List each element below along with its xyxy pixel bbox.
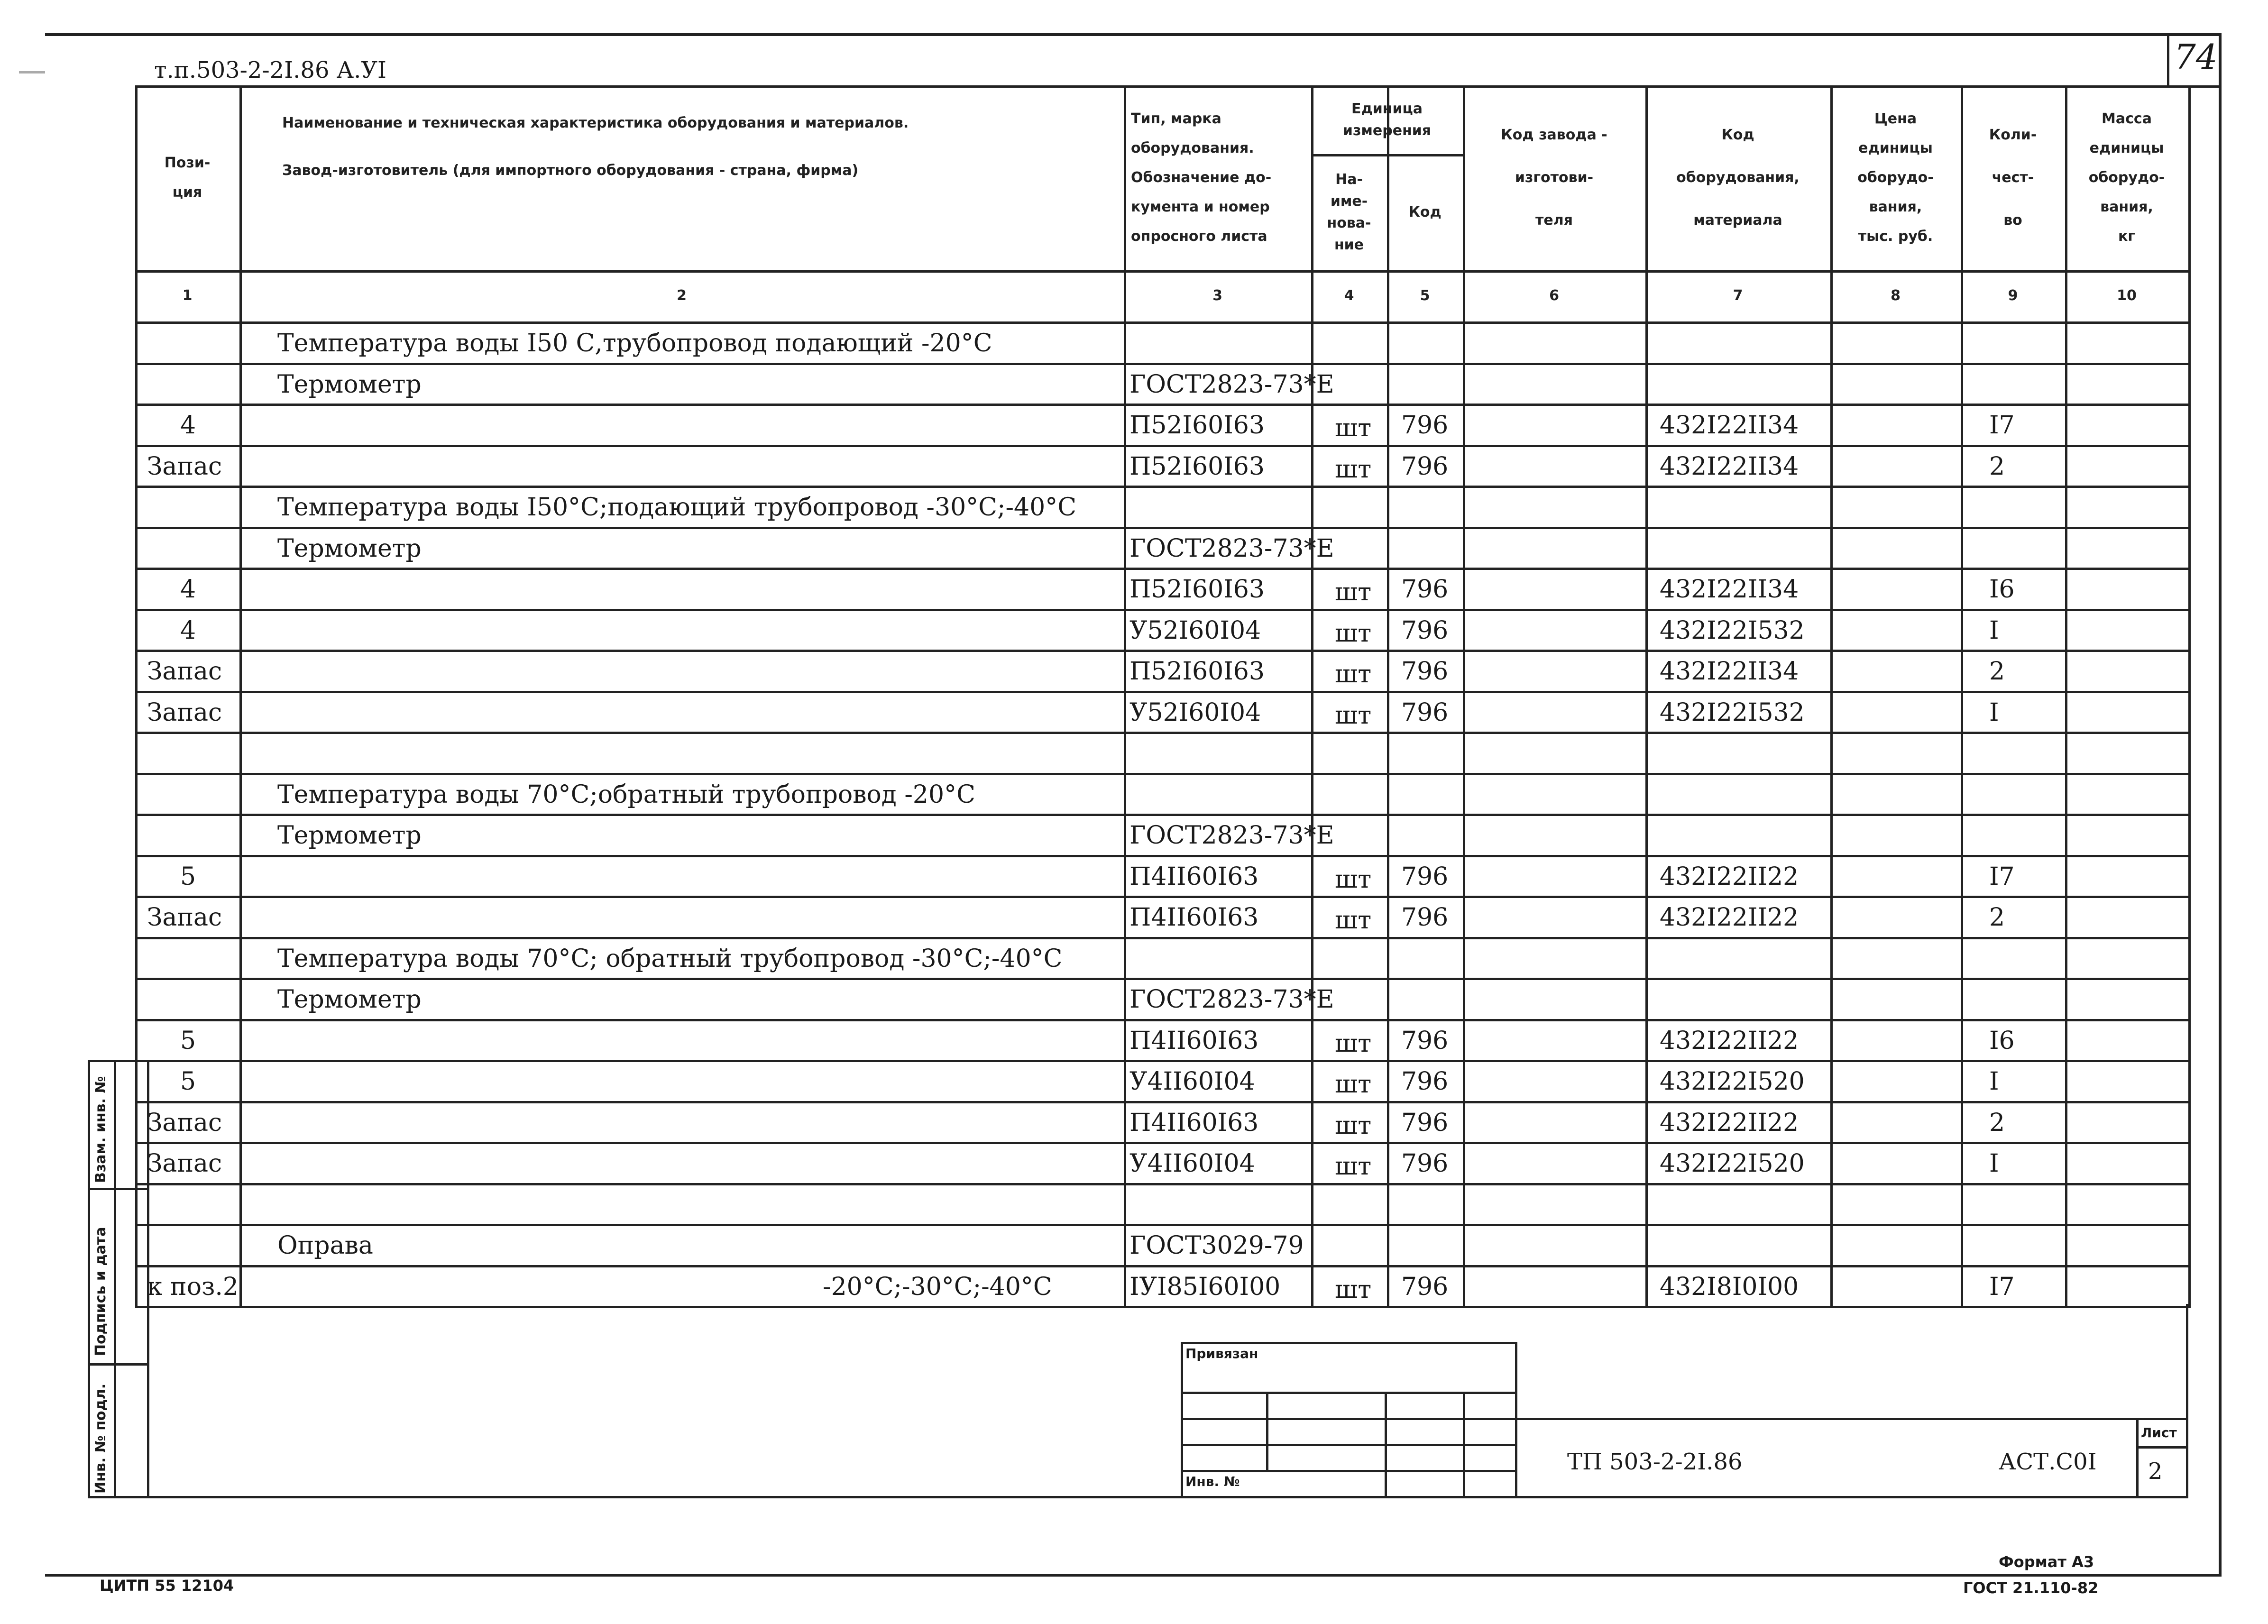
- header-col-number: 10: [2117, 287, 2137, 304]
- doc-code: т.п.503-2-2I.86 А.УI: [154, 57, 387, 83]
- header-type: Тип, марка оборудования. Обозначение до- кумента и номер опросного листа: [1131, 110, 1272, 245]
- cell-quantity: I7: [1989, 1272, 2015, 1301]
- cell-name: Термометр: [277, 534, 422, 563]
- row-line: [135, 445, 2191, 447]
- cell-name: Термометр: [277, 821, 422, 850]
- title-doc-code: ТП 503-2-2I.86: [1567, 1449, 1743, 1475]
- cell-unit-code: 796: [1401, 411, 1449, 440]
- cell-type: ГОСТ3029-79: [1129, 1231, 1304, 1260]
- row-line: [135, 568, 2191, 570]
- stamp-inv-no: Инв. №: [1185, 1474, 1240, 1489]
- header-col-number: 9: [2008, 287, 2018, 304]
- side-inv-label: Инв. № подл.: [92, 1383, 109, 1494]
- cell-unit-name: шт: [1335, 619, 1372, 648]
- row-line: [135, 1142, 2191, 1144]
- row-line: [135, 1060, 2191, 1062]
- cell-unit-code: 796: [1401, 1272, 1449, 1301]
- cell-unit-name: шт: [1335, 1275, 1372, 1304]
- header-unit-code: Код: [1408, 203, 1442, 220]
- stamp-privyazan: Привязан: [1185, 1346, 1258, 1361]
- header-mass: Масса единицы оборудо- вания, кг: [2088, 110, 2165, 245]
- cell-quantity: I7: [1989, 862, 2015, 891]
- header-col-number: 4: [1344, 287, 1354, 304]
- cell-position: 4: [180, 411, 196, 440]
- cell-unit-name: шт: [1335, 865, 1372, 894]
- cell-equipment-code: 432I22I520: [1660, 1067, 1805, 1096]
- header-quantity: Коли- чест- во: [1989, 127, 2037, 229]
- cell-unit-code: 796: [1401, 698, 1449, 727]
- row-line: [135, 650, 2191, 652]
- row-line: [135, 527, 2191, 529]
- body-bottom-line: [88, 1496, 2188, 1498]
- header-unit: Единица измерения: [1342, 100, 1432, 139]
- cell-unit-name: шт: [1335, 455, 1372, 484]
- cell-type: П4II60I63: [1129, 862, 1259, 891]
- cell-section-title: Температура воды I50 С,трубопровод подающий -20°С: [277, 329, 992, 358]
- cell-type: У4II60I04: [1129, 1067, 1255, 1096]
- header-col-number: 8: [1891, 287, 1901, 304]
- cell-unit-code: 796: [1401, 903, 1449, 932]
- header-equipment-code: Код оборудования, материала: [1676, 127, 1800, 229]
- cell-type: У4II60I04: [1129, 1149, 1255, 1178]
- row-line: [135, 896, 2191, 898]
- row-line: [135, 773, 2191, 775]
- header-name: Наименование и техническая характеристика оборудования и материалов. Завод-изготовитель (для импортного оборудования - страна, фирма): [282, 115, 909, 179]
- cell-name: -20°С;-30°С;-40°С: [823, 1272, 1052, 1301]
- cell-type: П4II60I63: [1129, 1108, 1259, 1137]
- cell-section-title: Температура воды 70°С; обратный трубопровод -30°С;-40°С: [277, 944, 1063, 973]
- cell-equipment-code: 432I22II22: [1660, 1026, 1799, 1055]
- row-line: [135, 855, 2191, 857]
- row-line: [135, 732, 2191, 734]
- cell-type: ГОСТ2823-73*Е: [1129, 985, 1334, 1014]
- cell-unit-code: 796: [1401, 575, 1449, 604]
- cell-equipment-code: 432I22II22: [1660, 862, 1799, 891]
- row-line: [135, 1183, 2191, 1185]
- cell-type: П4II60I63: [1129, 903, 1259, 932]
- cell-type: П52I60I63: [1129, 411, 1265, 440]
- header-unit-name: На- име- нова- ние: [1327, 171, 1371, 253]
- cell-unit-name: шт: [1335, 1070, 1372, 1099]
- header-col-number: 3: [1212, 287, 1222, 304]
- row-line: [135, 1265, 2191, 1267]
- cell-position: 5: [180, 1026, 196, 1055]
- cell-equipment-code: 432I22II34: [1660, 452, 1799, 481]
- cell-quantity: 2: [1989, 1108, 2005, 1137]
- cell-unit-code: 796: [1401, 1108, 1449, 1137]
- cell-position: Запас: [147, 698, 222, 727]
- column-line: [2188, 85, 2191, 1306]
- header-price: Цена единицы оборудо- вания, тыс. руб.: [1857, 110, 1934, 245]
- cell-unit-code: 796: [1401, 1149, 1449, 1178]
- row-line: [135, 1101, 2191, 1103]
- number-row-line: [135, 321, 2191, 324]
- cell-unit-name: шт: [1335, 1029, 1372, 1058]
- cell-quantity: 2: [1989, 657, 2005, 686]
- cell-position: Запас: [147, 1108, 222, 1137]
- cell-equipment-code: 432I22II22: [1660, 1108, 1799, 1137]
- cell-equipment-code: 432I22II22: [1660, 903, 1799, 932]
- row-line: [135, 404, 2191, 406]
- cell-equipment-code: 432I22I532: [1660, 616, 1805, 645]
- cell-type: У52I60I04: [1129, 698, 1261, 727]
- cell-section-title: Температура воды 70°С;обратный трубопровод -20°С: [277, 780, 975, 809]
- cell-quantity: I: [1989, 616, 1999, 645]
- cell-position: Запас: [147, 452, 222, 481]
- cell-unit-name: шт: [1335, 701, 1372, 730]
- cell-unit-code: 796: [1401, 862, 1449, 891]
- cell-quantity: 2: [1989, 903, 2005, 932]
- side-podpis-label: Подпись и дата: [92, 1227, 109, 1356]
- row-line: [135, 486, 2191, 488]
- column-line: [1124, 85, 1126, 1306]
- row-line: [135, 814, 2191, 816]
- row-line: [135, 978, 2191, 980]
- sheet-top-left-tick: [19, 71, 45, 73]
- cell-name: Термометр: [277, 985, 422, 1014]
- cell-quantity: I: [1989, 698, 1999, 727]
- cell-type: П52I60I63: [1129, 657, 1265, 686]
- header-factory-code: Код завода - изготови- теля: [1501, 127, 1607, 229]
- row-line: [135, 1224, 2191, 1226]
- column-line: [239, 85, 242, 1306]
- footer-format: Формат А3: [1999, 1553, 2094, 1571]
- header-col-number: 1: [182, 287, 193, 304]
- header-col-number: 6: [1549, 287, 1559, 304]
- cell-section-title: Температура воды I50°С;подающий трубопровод -30°С;-40°С: [277, 493, 1076, 522]
- cell-unit-name: шт: [1335, 578, 1372, 606]
- header-col-number: 2: [677, 287, 687, 304]
- row-line: [135, 937, 2191, 939]
- cell-quantity: I6: [1989, 1026, 2015, 1055]
- cell-name: Оправа: [277, 1231, 373, 1260]
- cell-quantity: 2: [1989, 452, 2005, 481]
- side-vzam-label: Взам. инв. №: [92, 1076, 109, 1183]
- row-line: [135, 1306, 2191, 1308]
- page-number-handwritten: 74: [2174, 37, 2218, 77]
- cell-equipment-code: 432I22I520: [1660, 1149, 1805, 1178]
- cell-name: Термометр: [277, 370, 422, 399]
- cell-type: П52I60I63: [1129, 575, 1265, 604]
- cell-position: 4: [180, 575, 196, 604]
- cell-quantity: I: [1989, 1067, 1999, 1096]
- footer-gost: ГОСТ 21.110-82: [1963, 1579, 2099, 1597]
- row-line: [135, 1019, 2191, 1021]
- cell-unit-name: шт: [1335, 906, 1372, 935]
- cell-type: П4II60I63: [1129, 1026, 1259, 1055]
- cell-type: ГОСТ2823-73*Е: [1129, 821, 1334, 850]
- cell-equipment-code: 432I8I0I00: [1660, 1272, 1799, 1301]
- cell-quantity: I6: [1989, 575, 2015, 604]
- cell-position: Запас: [147, 657, 222, 686]
- cell-equipment-code: 432I22II34: [1660, 657, 1799, 686]
- cell-position: Запас: [147, 903, 222, 932]
- cell-unit-code: 796: [1401, 657, 1449, 686]
- cell-unit-name: шт: [1335, 1152, 1372, 1181]
- cell-quantity: I: [1989, 1149, 1999, 1178]
- cell-position: 4: [180, 616, 196, 645]
- header-col-number: 7: [1733, 287, 1743, 304]
- cell-quantity: I7: [1989, 411, 2015, 440]
- cell-equipment-code: 432I22II34: [1660, 411, 1799, 440]
- cell-unit-code: 796: [1401, 1026, 1449, 1055]
- footer-left-code: ЦИТП 55 12104: [100, 1577, 234, 1595]
- title-block-top: [1517, 1418, 2188, 1420]
- list-label: Лист: [2141, 1425, 2177, 1440]
- cell-position: 5: [180, 862, 196, 891]
- header-col-number: 5: [1420, 287, 1430, 304]
- cell-equipment-code: 432I22I532: [1660, 698, 1805, 727]
- cell-position: Запас: [147, 1149, 222, 1178]
- cell-unit-code: 796: [1401, 452, 1449, 481]
- title-sheet-code: АСТ.С0I: [1999, 1449, 2097, 1475]
- cell-position: к поз.2: [147, 1272, 239, 1301]
- row-line: [135, 691, 2191, 693]
- cell-unit-name: шт: [1335, 660, 1372, 688]
- cell-type: У52I60I04: [1129, 616, 1261, 645]
- cell-unit-name: шт: [1335, 1111, 1372, 1140]
- header-position: Пози- ция: [164, 155, 211, 201]
- row-line: [135, 363, 2191, 365]
- cell-equipment-code: 432I22II34: [1660, 575, 1799, 604]
- cell-type: ГОСТ2823-73*Е: [1129, 534, 1334, 563]
- cell-position: 5: [180, 1067, 196, 1096]
- row-line: [135, 609, 2191, 611]
- cell-type: IУI85I60I00: [1129, 1272, 1281, 1301]
- list-number: 2: [2148, 1458, 2163, 1485]
- cell-unit-code: 796: [1401, 616, 1449, 645]
- cell-type: П52I60I63: [1129, 452, 1265, 481]
- cell-unit-name: шт: [1335, 414, 1372, 442]
- cell-unit-code: 796: [1401, 1067, 1449, 1096]
- cell-type: ГОСТ2823-73*Е: [1129, 370, 1334, 399]
